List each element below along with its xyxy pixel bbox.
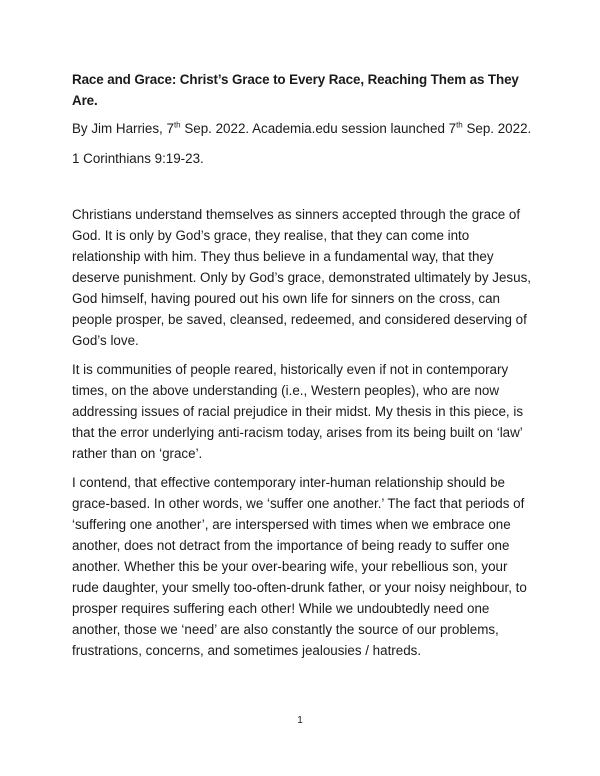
ordinal-suffix: th — [456, 120, 463, 130]
document-title: Race and Grace: Christ’s Grace to Every Race, Reaching Them as They Are. — [72, 72, 519, 108]
ordinal-suffix: th — [173, 120, 181, 130]
byline-session-date: Sep. 2022. — [462, 121, 532, 136]
paragraph-3: I contend, that effective contemporary inter-human relationship should be grace-based. In other words, we ‘suffer one another.’ The fact that periods of ‘suffering one another’, are interspersed with times when we embrace one another, does not detract from the importance of being ready to suffer one another. Whether this be your over-bearing wife, your rebellious son, your rude daughter, your smelly too-often-drunk father, or your noisy neighbour, to prosper requires suffering each other! While we undoubtedly need one another, those we ‘need’ are also constantly the source of our problems, frustrations, concerns, and sometimes jealousies / hatreds. — [72, 475, 527, 658]
paragraph-2: It is communities of people reared, historically even if not in contemporary times, on the above understanding (i.e., Western peoples), who are now addressing issues of racial prejudice in their midst. My thesis in this piece, is that the error underlying anti-racism today, arises from its being built on ‘law’ rather than on ‘grace’. — [72, 362, 524, 461]
byline-session: Sep. 2022. Academia.edu session launched 7 — [180, 121, 457, 136]
scripture-reference: 1 Corinthians 9:19-23. — [72, 151, 204, 166]
document-body — [72, 69, 534, 669]
byline — [72, 118, 534, 139]
paragraph-1: Christians understand themselves as sinners accepted through the grace of God. It is only by God’s grace, they realise, that they can come into relationship with him. They thus believe in a fundamental way, that they deserve punishment. Only by God’s grace, demonstrated ultimately by Jesus, God himself, having poured out his own life for sinners on the cross, can people prosper, be saved, cleansed, redeemed, and considered deserving of God’s love. — [72, 207, 531, 348]
page-number: 1 — [297, 715, 303, 726]
byline-author-date: By Jim Harries, 7 — [72, 121, 174, 136]
